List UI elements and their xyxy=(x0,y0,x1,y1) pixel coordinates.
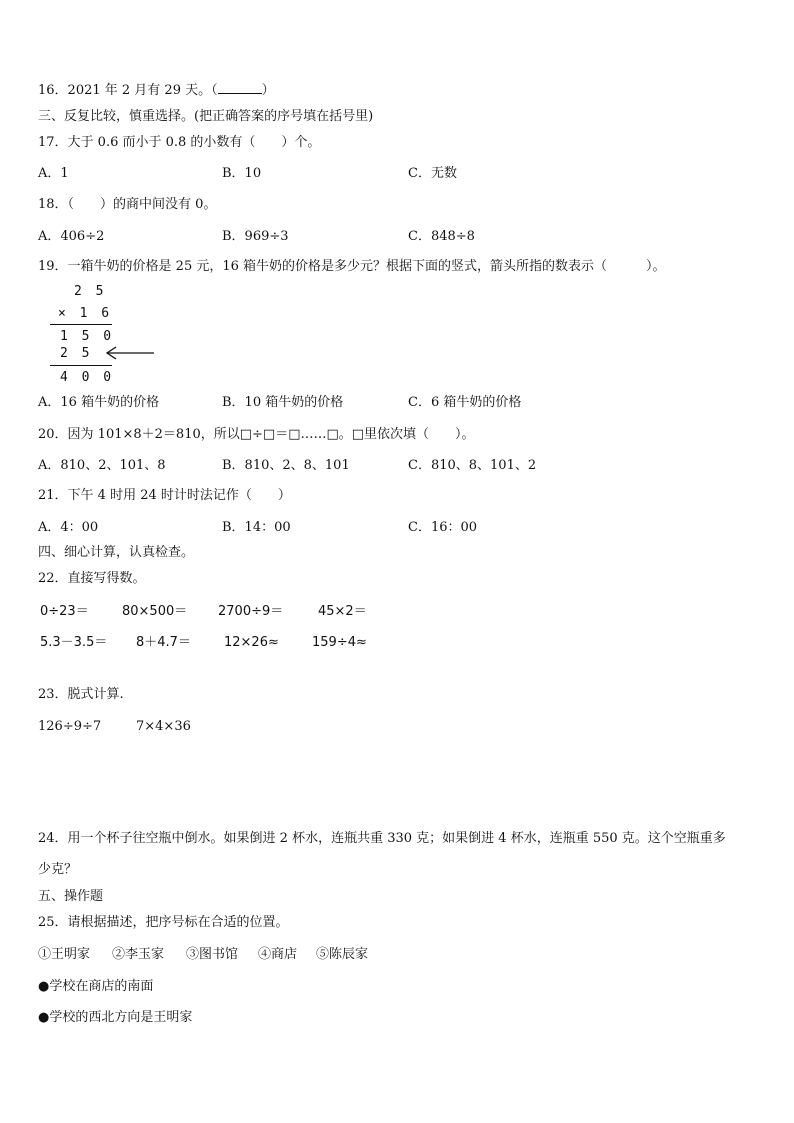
vertical-rule-1 xyxy=(50,324,112,325)
question-19-stem: 19．一箱牛奶的价格是 25 元，16 箱牛奶的价格是多少元？根据下面的竖式，箭头所指的数表示（ ）。 xyxy=(38,259,666,274)
q25-clue-2: ●学校的西北方向是王明家 xyxy=(38,1010,193,1025)
q17-option-a[interactable]: A．1 xyxy=(38,166,69,181)
section-5-heading: 五、操作题 xyxy=(38,889,104,904)
q16-answer-blank[interactable] xyxy=(218,80,262,94)
mental-math-item: 159÷4≈ xyxy=(312,635,367,650)
q19-option-a[interactable]: A．16 箱牛奶的价格 xyxy=(38,395,160,410)
vertical-rule-2 xyxy=(50,365,112,366)
question-25-stem: 25．请根据描述，把序号标在合适的位置。 xyxy=(38,915,289,930)
place-label: ②李玉家 xyxy=(112,947,165,962)
q19-option-c[interactable]: C．6 箱牛奶的价格 xyxy=(408,395,522,410)
q16-text-after: ） xyxy=(261,83,275,98)
q21-option-c[interactable]: C．16：00 xyxy=(408,520,478,535)
mental-math-item: 80×500＝ xyxy=(122,604,188,619)
place-label: ⑤陈辰家 xyxy=(316,947,369,962)
vertical-multiplication xyxy=(48,282,168,388)
mental-math-item: 8＋4.7＝ xyxy=(136,635,191,650)
q21-option-a[interactable]: A．4：00 xyxy=(38,520,99,535)
question-20-stem: 20．因为 101×8＋2＝810，所以□÷□＝□……□。□里依次填（ ）。 xyxy=(38,427,475,442)
q20-option-b[interactable]: B．810、2、8、101 xyxy=(222,458,350,473)
left-arrow-icon xyxy=(104,346,156,360)
mental-math-item: 0÷23＝ xyxy=(40,604,89,619)
question-24-line-2: 少克？ xyxy=(38,862,78,877)
place-label: ①王明家 xyxy=(38,947,91,962)
q25-clue-1: ●学校在商店的南面 xyxy=(38,979,154,994)
section-4-heading: 四、细心计算，认真检查。 xyxy=(38,545,195,560)
q20-option-a[interactable]: A．810、2、101、8 xyxy=(38,458,166,473)
q17-option-b[interactable]: B．10 xyxy=(222,166,262,181)
question-24-line-1: 24．用一个杯子往空瓶中倒水。如果倒进 2 杯水，连瓶共重 330 克；如果倒进 4 杯水，连瓶重 550 克。这个空瓶重多 xyxy=(38,831,726,846)
q19-option-b[interactable]: B．10 箱牛奶的价格 xyxy=(222,395,344,410)
mental-math-item: 5.3－3.5＝ xyxy=(40,635,108,650)
mental-math-item: 45×2＝ xyxy=(318,604,367,619)
vertical-row-partial-1: 1 5 0 xyxy=(60,329,115,344)
q23-expression-2: 7×4×36 xyxy=(136,719,191,734)
q17-option-c[interactable]: C．无数 xyxy=(408,166,457,181)
place-label: ③图书馆 xyxy=(186,947,239,962)
question-16 xyxy=(38,80,275,100)
q18-option-c[interactable]: C．848÷8 xyxy=(408,229,475,244)
q21-option-b[interactable]: B．14：00 xyxy=(222,520,291,535)
question-18-stem: 18．（ ）的商中间没有 0。 xyxy=(38,197,217,212)
q18-option-a[interactable]: A．406÷2 xyxy=(38,229,105,244)
vertical-row-multiplicand: 2 5 xyxy=(74,284,107,299)
q20-option-c[interactable]: C．810、8、101、2 xyxy=(408,458,537,473)
vertical-row-partial-2: 2 5 xyxy=(60,346,93,361)
place-label: ④商店 xyxy=(258,947,298,962)
vertical-row-product: 4 0 0 xyxy=(60,370,115,385)
q18-option-b[interactable]: B．969÷3 xyxy=(222,229,289,244)
question-23-stem: 23．脱式计算. xyxy=(38,687,124,702)
section-3-heading: 三、反复比较，慎重选择。(把正确答案的序号填在括号里) xyxy=(38,109,374,124)
mental-math-item: 12×26≈ xyxy=(224,635,279,650)
q16-text-before: 16．2021 年 2 月有 29 天。（ xyxy=(38,83,218,98)
vertical-row-multiplier: × 1 6 xyxy=(58,306,113,321)
question-17-stem: 17．大于 0.6 而小于 0.8 的小数有（ ）个。 xyxy=(38,135,321,150)
mental-math-item: 2700÷9＝ xyxy=(218,604,284,619)
question-21-stem: 21．下午 4 时用 24 时计时法记作（ ） xyxy=(38,488,291,503)
q23-expression-1: 126÷9÷7 xyxy=(38,719,102,734)
question-22-stem: 22．直接写得数。 xyxy=(38,571,146,586)
